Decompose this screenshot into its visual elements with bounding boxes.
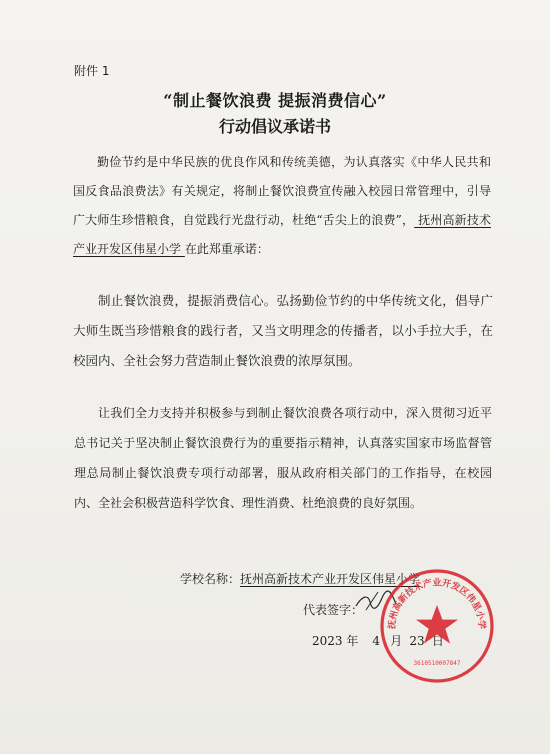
- school-name-fill: 抚州高新技术产业开发区伟星小学: [73, 213, 491, 256]
- school-name-value: 抚州高新技术产业开发区伟星小学: [240, 572, 421, 586]
- attachment-label: 附件 1: [74, 64, 110, 78]
- document-title: “制止餐饮浪费 提振消费信心”: [163, 91, 387, 110]
- date-day-unit: 日: [431, 634, 444, 648]
- date-day: 23: [409, 634, 425, 648]
- official-seal: [378, 567, 496, 685]
- commitment-paragraph: [73, 286, 493, 376]
- representative-label: 代表签字：: [303, 603, 364, 617]
- date-year-unit: 年: [346, 634, 359, 648]
- date-month-unit: 月: [390, 634, 403, 648]
- date-year: 2023: [312, 634, 343, 648]
- seal-star-icon: [416, 605, 458, 644]
- document-subtitle: 行动倡议承诺书: [218, 117, 331, 136]
- intro-text-2: 在此郑重承诺：: [184, 242, 269, 256]
- support-text: 让我们全力支持并积极参与到制止餐饮浪费各项行动中，深入贯彻习近平总书记关于坚决制止餐饮浪费行为的重要指示精神，认真落实国家市场监督管理总局制止餐饮浪费专项行动部署，服从政府相关部门的工作指导，在校园内、全社会积极营造科学饮食、理性消费、杜绝浪费的良好氛围。: [74, 406, 492, 510]
- support-paragraph: [74, 398, 492, 518]
- intro-text-1: 勤俭节约是中华民族的优良作风和传统美德，为认真落实《中华人民共和国反食品浪费法》有关规定，将制止餐饮浪费宣传融入校园日常管理中，引导广大师生珍惜粮食，自觉践行光盘行动，杜绝“舌尖上的浪费”，: [73, 155, 491, 227]
- commitment-text: 制止餐饮浪费，提振消费信心。弘扬勤俭节约的中华传统文化，倡导广大师生既当珍惜粮食的践行者，又当文明理念的传播者，以小手拉大手，在校园内、全社会努力营造制止餐饮浪费的浓厚氛围。: [73, 293, 493, 368]
- intro-paragraph: [73, 148, 491, 264]
- seal-ring-text: 抚州高新技术产业开发区伟星小学: [387, 578, 487, 630]
- school-name-label: 学校名称：: [180, 572, 241, 586]
- seal-number: 3610510007847: [413, 660, 461, 667]
- date-month: 4: [372, 634, 381, 648]
